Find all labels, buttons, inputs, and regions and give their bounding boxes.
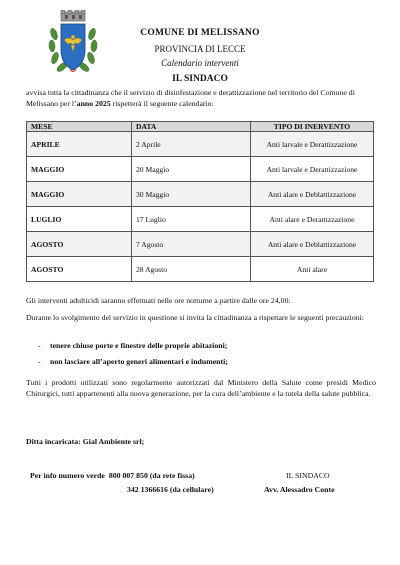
cell-mese: MAGGIO	[27, 157, 132, 182]
signature-title: IL SINDACO	[286, 471, 330, 480]
intro-text-end: rispetterà il seguente calendario:	[110, 98, 214, 108]
info-line	[30, 471, 195, 480]
mayor-heading: IL SINDACO	[172, 74, 228, 84]
phone-landline: 800 007 850 (da rete fissa)	[108, 471, 195, 480]
crown-icon	[61, 10, 85, 21]
contractor-line: Ditta incaricata: Gial Ambiente srl;	[26, 437, 145, 446]
cell-mese: AGOSTO	[27, 257, 132, 282]
cell-tipo: Anti alare e Derattizzazione	[251, 207, 374, 232]
province-name: PROVINCIA DI LECCE	[154, 44, 246, 54]
precaution-item	[38, 357, 228, 366]
cell-mese: MAGGIO	[27, 182, 132, 207]
cell-mese: APRILE	[27, 132, 132, 157]
cell-tipo: Anti larvale e Derattizzazione	[251, 132, 374, 157]
cell-data: 7 Agosto	[132, 232, 251, 257]
column-header-mese: MESE	[27, 122, 132, 132]
table-row	[27, 132, 374, 157]
bullet-dash: -	[38, 341, 41, 350]
intro-paragraph	[26, 88, 376, 109]
cell-tipo: Anti alare e Deblattizzazione	[251, 182, 374, 207]
cell-data: 20 Maggio	[132, 157, 251, 182]
cell-data: 17 Luglio	[132, 207, 251, 232]
cell-data: 28 Agosto	[132, 257, 251, 282]
intro-text: avvisa tutta la cittadinanza che il servizio di disinfestazione e derattizzazione nel territorio del Comune di Melissano per l’	[26, 88, 355, 108]
document-subtitle: Calendario interventi	[161, 58, 239, 68]
table-header-row	[27, 122, 374, 132]
table-row	[27, 182, 374, 207]
column-header-data: DATA	[132, 122, 251, 132]
table-row	[27, 257, 374, 282]
intervention-calendar-table	[26, 121, 374, 282]
cell-mese: AGOSTO	[27, 232, 132, 257]
table-row	[27, 207, 374, 232]
products-paragraph: Tutti i prodotti utilizzati sono regolarmente autorizzati dal Ministero della Salute come presidi Medico Chirurgici, tutti appartenenti alla nuova generazione, per la cura dell’ambiente e la tutela della salute pubblica.	[26, 378, 376, 398]
cell-data: 2 Aprile	[132, 132, 251, 157]
precautions-paragraph: Durante lo svolgimento del servizio in questione si invita la cittadinanza a rispettare le seguenti precauzioni:	[26, 313, 364, 322]
signature-name: Avv. Alessadro Conte	[264, 485, 335, 494]
cell-tipo: Anti alare e Deblattizzazione	[251, 232, 374, 257]
intro-year: anno 2025	[76, 98, 111, 108]
municipality-name: COMUNE DI MELISSANO	[140, 28, 260, 38]
precaution-text: tenere chiuse porte e finestre delle proprie abitazioni;	[50, 341, 228, 350]
precaution-item	[38, 341, 227, 350]
cell-data: 30 Maggio	[132, 182, 251, 207]
bullet-dash: -	[38, 357, 41, 366]
table-row	[27, 157, 374, 182]
cell-mese: LUGLIO	[27, 207, 132, 232]
info-label: Per info numero verde	[30, 471, 105, 480]
precaution-text: non lasciare all’aperto generi alimentari e indumenti;	[50, 357, 228, 366]
coat-of-arms-icon	[46, 10, 100, 76]
phone-mobile: 342 1366616 (da cellulare)	[127, 485, 214, 494]
cell-tipo: Anti larvale e Derattizzazione	[251, 157, 374, 182]
cell-tipo: Anti alare	[251, 257, 374, 282]
column-header-tipo: TIPO DI INERVENTO	[251, 122, 374, 132]
night-intervention-paragraph: Gli interventi adulticidi saranno effettuati nelle ore notturne a partire dalle ore 24,00.	[26, 296, 291, 305]
table-row	[27, 232, 374, 257]
